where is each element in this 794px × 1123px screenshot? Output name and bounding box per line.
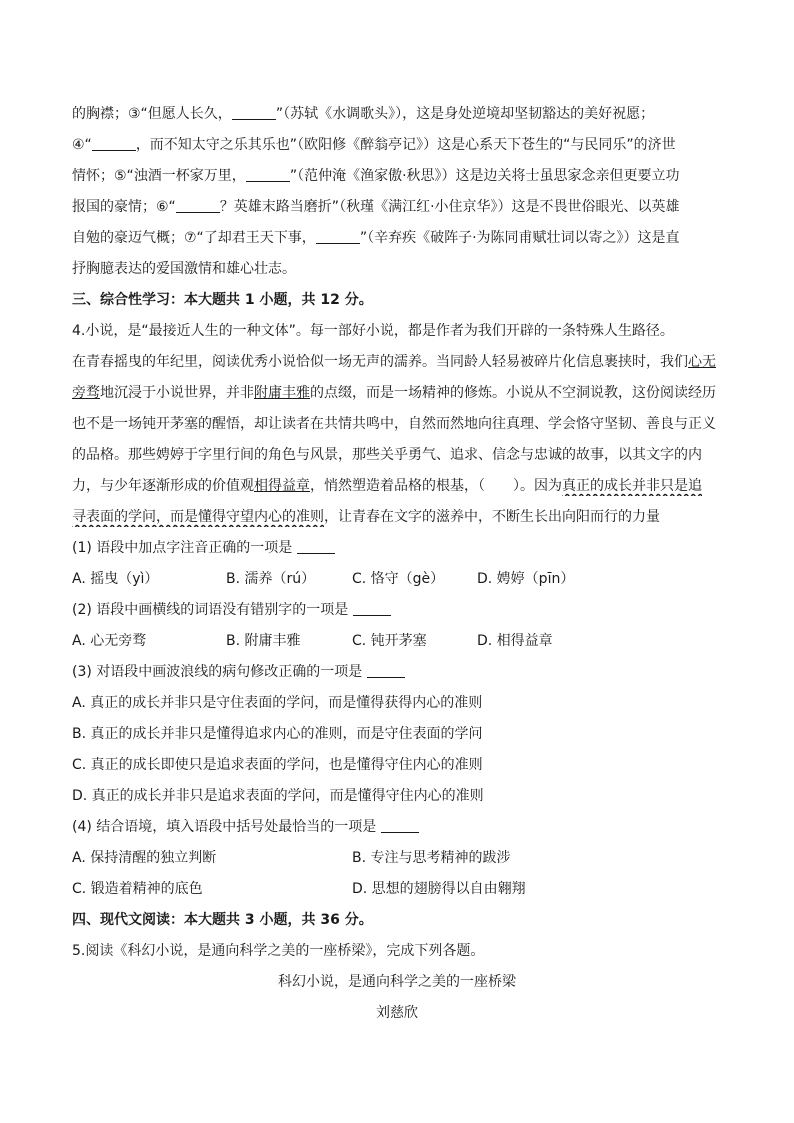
q4-sub1-option-a[interactable]: A. 摇曳（yì）: [72, 571, 159, 587]
poem-line-4: 报国的豪情；⑥“ ？英雄末路当磨折”（秋瑾《满江红·小住京华》）这是不畏世俗眼光、以英雄: [72, 199, 680, 215]
q4-sub3-option-d[interactable]: D. 真正的成长并非只是追求表面的学问，而是懂得守住内心的准则: [72, 788, 484, 804]
q4-sub1-option-d[interactable]: D. 娉婷（pīn）: [477, 571, 575, 587]
q4-sub4-option-d[interactable]: D. 思想的翅膀得以自由翱翔: [352, 881, 526, 897]
answer-blank[interactable]: [232, 105, 276, 120]
poem-line-1: 的胸襟；③“但愿人长久， ”（苏轼《水调歌头》），这是身处逆境却坚韧豁达的美好祝愿；: [72, 106, 655, 122]
answer-blank[interactable]: [381, 818, 419, 833]
q4-intro: 4.小说，是“最接近人生的一种文体”。每一部好小说，都是作者为我们开辟的一条特殊人生路径。: [72, 323, 674, 339]
q4-passage-line-2: 旁骛地沉浸于小说世界，并非附庸丰雅的点缀，而是一场精神的修炼。小说从不空洞说教，这份阅读经历: [72, 385, 716, 401]
q4-sub3-option-c[interactable]: C. 真正的成长即使只是追求表面的学问，也是懂得守住内心的准则: [72, 757, 483, 773]
q4-sub2-option-d[interactable]: D. 相得益章: [477, 633, 553, 649]
answer-blank[interactable]: [297, 539, 335, 554]
q4-passage-line-5: 力，与少年逐渐形成的价值观相得益章，悄然塑造着品格的根基，（ ）。因为真正的成长并非只是追: [72, 478, 702, 494]
q4-sub2-option-a[interactable]: A. 心无旁骛: [72, 633, 147, 649]
answer-blank[interactable]: [92, 136, 136, 151]
answer-blank[interactable]: [316, 229, 360, 244]
q4-sub3-option-b[interactable]: B. 真正的成长并非只是懂得追求内心的准则，而是守住表面的学问: [72, 726, 483, 742]
answer-blank[interactable]: [353, 601, 391, 616]
poem-line-3: 情怀；⑤“浊酒一杯家万里， ”（范仲淹《渔家傲·秋思》）这是边关将士虽思家念亲但更要立功: [72, 168, 680, 184]
poem-line-6: 抒胸臆表达的爱国激情和雄心壮志。: [72, 261, 296, 277]
answer-blank[interactable]: [176, 198, 220, 213]
q4-sub1-option-c[interactable]: C. 恪守（gè）: [352, 571, 445, 587]
q4-passage-line-4: 的品格。那些娉婷于字里行间的角色与风景，那些关乎勇气、追求、信念与忠诚的故事，以其文字的内: [72, 447, 702, 463]
section-4-heading: 四、现代文阅读：本大题共 3 小题，共 36 分。: [72, 912, 373, 928]
answer-blank[interactable]: [246, 167, 290, 182]
q4-sub1-question: (1) 语段中加点字注音正确的一项是: [72, 538, 727, 558]
q4-sub3-option-a[interactable]: A. 真正的成长并非只是守住表面的学问，而是懂得获得内心的准则: [72, 695, 483, 711]
q4-passage-line-1: 在青春摇曳的年纪里，阅读优秀小说恰似一场无声的濡养。当同龄人轻易被碎片化信息裹挟时，我们心无: [72, 354, 716, 370]
q4-sub2-option-c[interactable]: C. 钝开茅塞: [352, 633, 427, 649]
q4-sub4-option-a[interactable]: A. 保持清醒的独立判断: [72, 850, 217, 866]
poem-line-2: ④“ ，而不知太守之乐其乐也”（欧阳修《醉翁亭记》）这是心系天下苍生的“与民同乐”的济世: [72, 137, 676, 153]
section-3-heading: 三、综合性学习：本大题共 1 小题，共 12 分。: [72, 292, 373, 308]
q4-sub4-question: (4) 结合语境，填入语段中括号处最恰当的一项是: [72, 817, 727, 837]
q5-intro: 5.阅读《科幻小说，是通向科学之美的一座桥梁》，完成下列各题。: [72, 943, 485, 959]
q4-sub3-question: (3) 对语段中画波浪线的病句修改正确的一项是: [72, 662, 727, 682]
q4-sub2-option-b[interactable]: B. 附庸丰雅: [226, 633, 301, 649]
article-author: 刘慈欣: [376, 1005, 418, 1021]
poem-line-5: 自勉的豪迈气概；⑦“了却君王天下事， ”（辛弃疾《破阵子·为陈同甫赋壮词以寄之》）这是直: [72, 230, 680, 246]
article-title: 科幻小说，是通向科学之美的一座桥梁: [278, 974, 516, 990]
q4-sub4-option-b[interactable]: B. 专注与思考精神的跋涉: [352, 850, 511, 866]
q4-sub2-question: (2) 语段中画横线的词语没有错别字的一项是: [72, 600, 727, 620]
answer-blank[interactable]: [367, 663, 405, 678]
q4-sub1-option-b[interactable]: B. 濡养（rú）: [226, 571, 316, 587]
q4-sub4-option-c[interactable]: C. 锻造着精神的底色: [72, 881, 203, 897]
q4-passage-line-3: 也不是一场钝开茅塞的醒悟，却让读者在共情共鸣中，自然而然地向往真理、学会恪守坚韧、善良与正义: [72, 416, 716, 432]
q4-passage-line-6: 寻表面的学问，而是懂得守望内心的准则，让青春在文字的滋养中，不断生长出向阳而行的力量: [72, 509, 660, 525]
